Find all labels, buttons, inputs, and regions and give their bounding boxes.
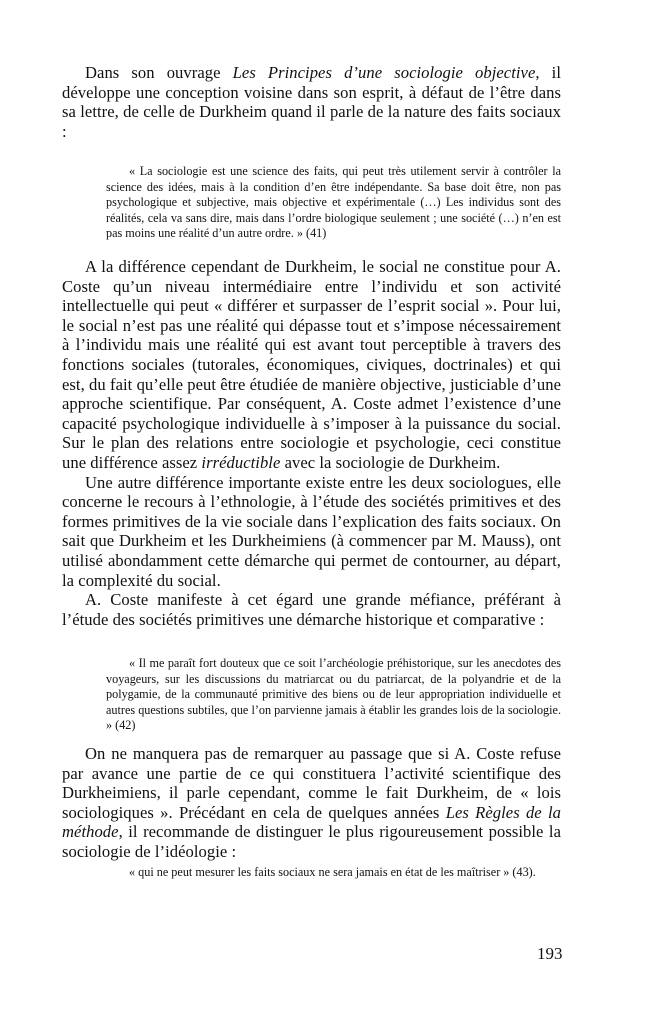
block-quote-41: [106, 164, 561, 242]
book-title-italic: Les Règles de la méthode: [62, 802, 561, 842]
text-run: Dans son ouvrage: [85, 63, 233, 82]
quote-text: « qui ne peut mesurer les faits sociaux ne sera jamais en état de les maîtriser » (43).: [129, 865, 536, 879]
paragraph-text: [62, 63, 561, 141]
block-quote-42: [106, 656, 561, 734]
page-number: 193: [537, 944, 563, 963]
paragraph-text: [62, 257, 561, 473]
text-run: , il développe une conception voisine dans son esprit, à défaut de l’être dans sa lettre, de celle de Durkheim quand il parle de la nature des faits sociaux :: [62, 63, 561, 141]
block-quote-43: [106, 865, 561, 881]
quote-text: « La sociologie est une science des faits, qui peut très utilement servir à contrôler la science des idées, mais à la condition d’en être indépendante. Sa base doit être, non pas psychologique et subjective, mais objective et expérimentale (…) Les individus sont des réalités, cela va sans dire, mais dans l’ordre biologique seulement ; une société (…) n’en est pas moins une réalité d’un autre ordre. » (41): [106, 164, 561, 241]
paragraph-principes: [62, 63, 561, 141]
book-title-italic: Les Principes d’une sociologie objective: [232, 63, 536, 82]
text-run: avec la sociologie de Durkheim.: [280, 452, 501, 472]
paragraph-text: [62, 744, 561, 862]
emphasis-italic: irréductible: [201, 452, 281, 472]
paragraph-ethnologie: Une autre différence importante existe entre les deux sociologues, elle concerne le recours à l’ethnologie, à l’étude des sociétés primitives et des formes primitives de la vie sociale dans l’explication des faits sociaux. On sait que Durkheim et les Durkheimiens (à commencer par M. Mauss), ont utilisé abondamment cette démarche qui permet de contourner, au départ, la complexité du social.: [62, 472, 561, 590]
text-run: , il recommande de distinguer le plus rigoureusement possible la sociologie de l’idéologie :: [62, 822, 561, 861]
paragraph-lois-sociologiques: [62, 744, 561, 862]
text-run: A la différence cependant de Durkheim, le social ne constitue pour A. Coste qu’un niveau intermédiaire entre l’individu et son activité intellectuelle qui peut « différer et surpasser de l’esprit social ». Pour lui, le social n’est pas une réalité qui dépasse tout et s’impose nécessairement à l’individu mais une réalité qui est avant tout perceptible à travers des fonctions sociales (tutorales, économiques, civiques, doctrinales) et qui est, du fait qu’elle peut être étudiée de manière objective, justiciable d’une approche scientifique. Par conséquent, A. Coste admet l’existence d’une capacité psychologique individuelle à s’imposer à la puissance du social. Sur le plan des relations entre sociologie et psychologie, ceci constitue une différence assez: [62, 257, 561, 472]
quote-text: « Il me paraît fort douteux que ce soit l’archéologie préhistorique, sur les anecdotes des voyageurs, sur les discussions du matriarcat ou du patriarcat, de la polyandrie et de la polygamie, de la communauté primitive des biens ou de leur appropriation individuelle et autres questions subtiles, que l’on parvienne jamais à établir les grandes lois de la sociologie. » (42): [106, 656, 561, 733]
text-run: On ne manquera pas de remarquer au passage que si A. Coste refuse par avance une partie de ce qui constituera l’activité scientifique des Durkheimiens, il parle cependant, comme le fait Durkheim, de « lois sociologiques ». Précédant en cela de quelques années: [62, 744, 561, 822]
paragraph-mefiance: A. Coste manifeste à cet égard une grande méfiance, préférant à l’étude des sociétés primitives une démarche historique et comparative :: [62, 590, 561, 629]
paragraph-difference-durkheim: [62, 257, 561, 629]
